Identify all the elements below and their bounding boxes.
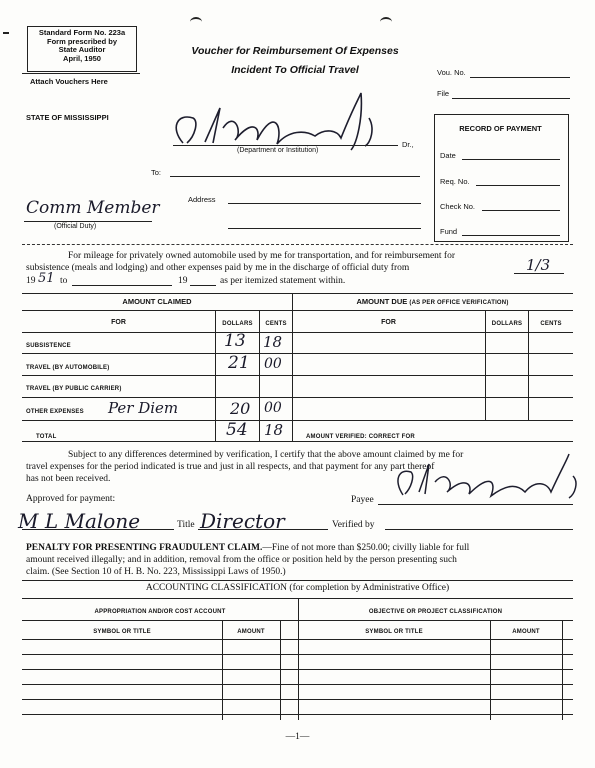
row-line-3 [22,397,573,398]
official-duty-handwriting: Comm Member [26,198,160,218]
payee-signature [385,440,585,500]
official-duty-line[interactable] [24,221,152,222]
due-header-note: (AS PER OFFICE VERIFICATION) [409,300,509,306]
col-due-dollars [485,310,486,420]
to-line[interactable] [170,176,420,177]
mileage-to-line[interactable] [72,285,172,286]
dr-label: Dr., [402,140,414,149]
penalty-heading: PENALTY FOR PRESENTING FRAUDULENT CLAIM. [26,543,263,553]
row-other-dollars: 20 [230,399,251,418]
row-travel-auto-dollars: 21 [228,353,250,373]
address-label: Address [188,195,216,204]
row-total-dollars: 54 [226,420,248,440]
form-number-line3: State Auditor [58,45,106,54]
accounting-col-3 [490,620,491,720]
approved-by-handwriting: M L Malone [18,509,141,533]
table-subheader-top [22,310,573,311]
penalty-line3: claim. (See Section 10 of H. B. No. 223, Mississippi Laws of 1950.) [26,567,286,577]
accounting-symbol-1: SYMBOL OR TITLE [93,629,151,635]
accounting-amount-1: AMOUNT [237,629,265,635]
approved-by-line[interactable] [22,529,174,530]
row-subsistence-cents: 18 [263,333,283,351]
mileage-year2-line[interactable] [190,285,216,286]
col-due-cents [528,310,529,420]
title-line1: Voucher for Reimbursement Of Expenses [191,45,399,57]
claimed-dollars-header: DOLLARS [222,321,253,327]
accounting-top [22,580,573,581]
record-date-line[interactable] [462,159,560,160]
form-number-text [28,29,136,63]
payee-label: Payee [351,495,374,505]
col-dollars-left [215,310,216,441]
certify-line2: travel expenses for the period indicated is true and just in all respects, and that payment for any part thereof [26,462,435,472]
binding-mark-right [380,17,392,27]
row-subsistence-dollars: 13 [224,331,246,351]
file-line[interactable] [452,98,570,99]
due-header-main: AMOUNT DUE [356,297,408,306]
accounting-col-4 [562,620,563,720]
verified-by-label: Verified by [332,520,375,530]
department-label: (Department or Institution) [237,147,319,154]
payee-line[interactable] [378,504,573,505]
table-header-bottom [22,332,573,333]
verified-by-line[interactable] [385,529,573,530]
row-other-label: OTHER EXPENSES [26,409,84,415]
accounting-title [22,583,573,593]
to-label: To: [151,168,162,177]
record-fund-line[interactable] [462,235,560,236]
form-number-line2: Form prescribed by [46,36,118,46]
mileage-suffix: as per itemized statement within. [220,276,346,286]
file-label: File [437,89,450,98]
form-number-line4: April, 1950 [63,53,101,63]
accounting-symbol-2: SYMBOL OR TITLE [365,629,423,635]
claimed-header: AMOUNT CLAIMED [122,297,192,306]
mileage-year2-prefix: 19 [178,276,188,286]
col-cents-left [259,310,260,441]
record-req-label: Req. No. [440,177,470,186]
section-divider-top [22,244,573,245]
per-diem-handwriting: Per Diem [108,399,179,417]
vou-no-line[interactable] [470,77,570,78]
mileage-line2: subsistence (meals and lodging) and other expenses paid by me in the discharge of official duty from [26,263,410,273]
record-check-line[interactable] [482,210,560,211]
record-fund-label: Fund [440,227,458,236]
margin-dash [3,32,9,34]
form-number-line1: Standard Form No. 223a [38,28,126,37]
form-title [150,42,440,80]
row-travel-auto-label: TRAVEL (BY AUTOMOBILE) [26,365,110,371]
record-req-line[interactable] [476,185,560,186]
vou-no-label: Vou. No. [437,68,466,77]
official-duty-label: (Official Duty) [54,223,97,230]
row-other-cents: 00 [264,400,282,416]
row-line-4 [22,420,573,421]
row-travel-public-label: TRAVEL (BY PUBLIC CARRIER) [26,386,122,392]
claimed-cents-header: CENTS [265,321,287,327]
accounting-right-header: OBJECTIVE OR PROJECT CLASSIFICATION [368,609,503,615]
title-line[interactable] [198,529,328,530]
accounting-subtitle: (for completion by Administrative Office) [289,583,450,593]
due-header [292,297,573,306]
attach-underline [22,73,140,74]
department-line[interactable] [173,145,398,146]
accounting-col-mid [298,598,299,720]
row-travel-auto-cents: 00 [264,356,282,372]
mileage-from-value: 1/3 [526,256,551,274]
row-total-label: TOTAL [36,434,57,440]
row-total-cents: 18 [264,421,284,439]
claimed-for-header: FOR [111,319,126,326]
certify-line3: has not been received. [26,474,111,484]
address-line[interactable] [228,203,421,204]
mileage-year1-value: 51 [38,271,55,286]
accounting-col-2 [280,620,281,720]
penalty-text-1: —Fine of not more than $250.00; civilly liable for full [262,543,470,553]
due-dollars-header: DOLLARS [491,321,523,327]
record-of-payment-title: RECORD OF PAYMENT [459,124,542,133]
title-line2: Incident To Official Travel [231,64,359,76]
row-line-1 [22,353,573,354]
accounting-left-header: APPROPRIATION AND/OR COST ACCOUNT [94,609,226,615]
table-top [22,293,573,294]
record-date-label: Date [440,151,456,160]
due-for-header: FOR [381,319,396,326]
mileage-to-label: to [60,276,68,286]
state-label: STATE OF MISSISSIPPI [26,113,109,122]
address-line-2[interactable] [228,228,421,229]
accounting-title-main: ACCOUNTING CLASSIFICATION [145,583,288,593]
attach-vouchers-label: Attach Vouchers Here [30,77,108,86]
amount-verified-label: AMOUNT VERIFIED: CORRECT FOR [306,434,415,440]
col-claimed-right [292,293,293,441]
due-cents-header: CENTS [540,321,562,327]
accounting-amount-2: AMOUNT [512,629,540,635]
binding-mark-left [190,17,202,27]
penalty-line2: amount received illegally; and in addition, removal from the office or position held by the person presenting such [26,555,457,565]
accounting-col-1 [222,620,223,720]
approved-label: Approved for payment: [26,494,116,504]
mileage-line1: For mileage for privately owned automobile used by me for transportation, and for reimbursement for [68,251,456,261]
certify-line1: Subject to any differences determined by verification, I certify that the above amount claimed by me for [68,450,464,460]
title-label: Title [177,520,195,530]
title-handwriting: Director [200,509,285,533]
page-number: —1— [285,732,310,742]
record-check-label: Check No. [440,202,476,211]
mileage-year1-prefix: 19 [26,276,36,286]
penalty-line1 [26,543,469,553]
row-line-2 [22,375,573,376]
row-subsistence-label: SUBSISTENCE [26,343,71,349]
